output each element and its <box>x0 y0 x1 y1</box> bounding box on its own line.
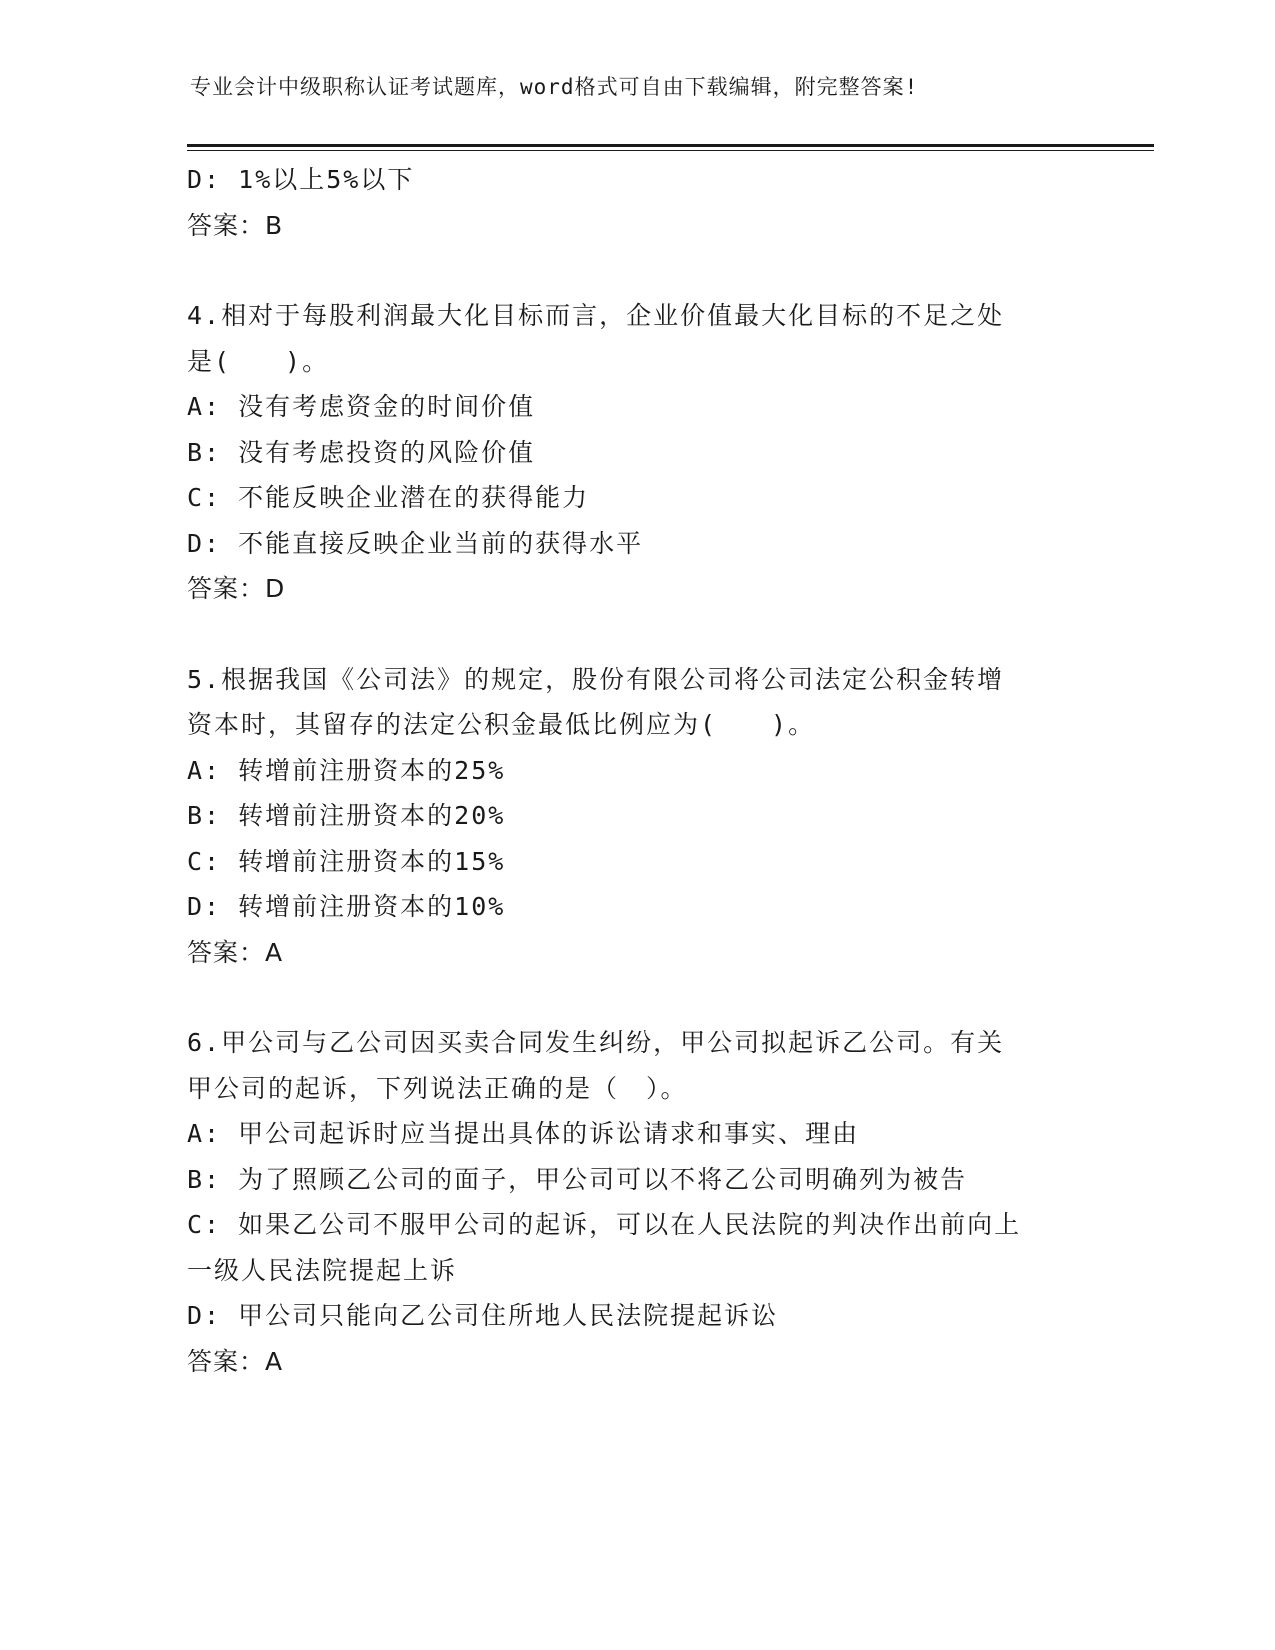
option-b: B: 为了照顾乙公司的面子，甲公司可以不将乙公司明确列为被告 <box>187 1164 968 1194</box>
spacer <box>187 248 1087 293</box>
answer: 答案：A <box>187 1346 284 1376</box>
header-divider-thin <box>187 150 1154 151</box>
question-stem: 4.相对于每股利润最大化目标而言，企业价值最大化目标的不足之处 <box>187 301 1005 330</box>
header-divider-thick <box>187 144 1154 147</box>
option-d: D: 转增前注册资本的10% <box>187 892 506 921</box>
option-c: C: 不能反映企业潜在的获得能力 <box>187 483 590 512</box>
question-stem: 资本时，其留存的法定公积金最低比例应为( )。 <box>187 710 816 739</box>
spacer <box>187 612 1087 657</box>
option-d: D: 不能直接反映企业当前的获得水平 <box>187 528 644 558</box>
option-c: C: 如果乙公司不服甲公司的起诉，可以在人民法院的判决作出前向上 <box>187 1210 1022 1239</box>
question-stem: 5.根据我国《公司法》的规定，股份有限公司将公司法定公积金转增 <box>187 664 1005 694</box>
option-a: A: 甲公司起诉时应当提出具体的诉讼请求和事实、理由 <box>187 1119 860 1148</box>
option-a: A: 没有考虑资金的时间价值 <box>187 392 536 421</box>
option-d: D: 甲公司只能向乙公司住所地人民法院提起诉讼 <box>187 1301 779 1330</box>
answer: 答案：D <box>187 574 286 603</box>
question-5 <box>187 657 1087 976</box>
option-b: B: 转增前注册资本的20% <box>187 801 506 830</box>
prev-option-d: D: 1%以上5%以下 <box>187 165 415 194</box>
spacer <box>187 975 1087 1020</box>
question-4 <box>187 293 1087 612</box>
option-b: B: 没有考虑投资的风险价值 <box>187 437 536 467</box>
question-stem: 是( )。 <box>187 346 330 376</box>
prev-answer: 答案：B <box>187 210 284 240</box>
option-c-continued: 一级人民法院提起上诉 <box>187 1255 458 1285</box>
question-content <box>187 157 1087 1384</box>
question-stem: 6.甲公司与乙公司因买卖合同发生纠纷，甲公司拟起诉乙公司。有关 <box>187 1028 1005 1057</box>
option-a: A: 转增前注册资本的25% <box>187 755 506 785</box>
question-6 <box>187 1020 1087 1384</box>
page-header: 专业会计中级职称认证考试题库，word格式可自由下载编辑，附完整答案! <box>190 75 919 99</box>
answer: 答案：A <box>187 937 284 967</box>
question-stem: 甲公司的起诉，下列说法正确的是（ ）。 <box>187 1073 688 1103</box>
option-c: C: 转增前注册资本的15% <box>187 846 506 876</box>
